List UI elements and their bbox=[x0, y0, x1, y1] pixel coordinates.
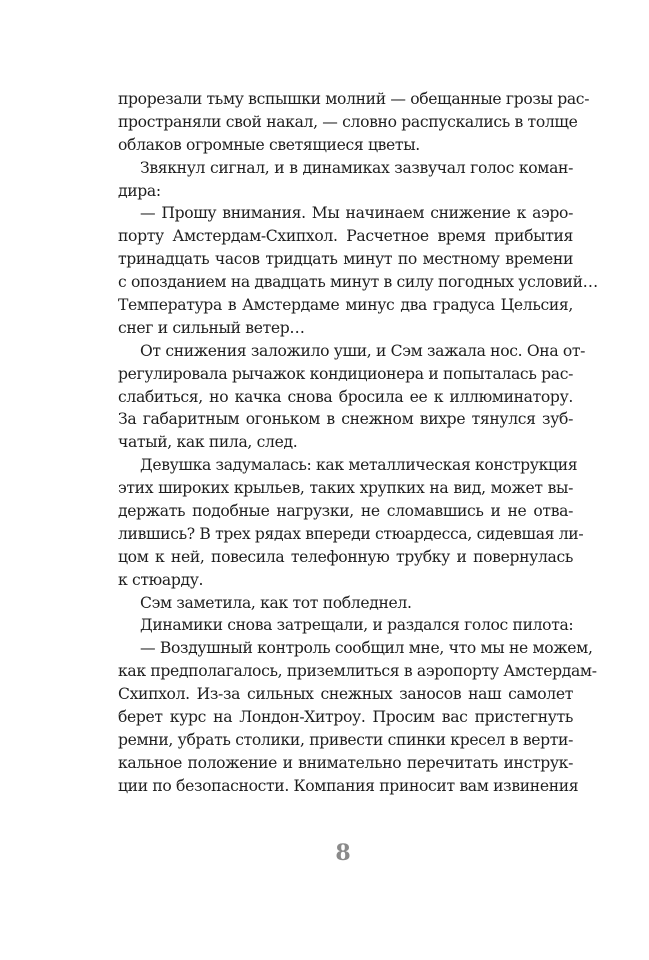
text-line: дира: bbox=[118, 181, 161, 200]
text-line: с опозданием на двадцать минут в силу погодных условий… bbox=[118, 273, 598, 292]
text-line: слабиться, но качка снова бросила ее к иллюминатору. bbox=[118, 387, 573, 406]
text-line: этих широких крыльев, таких хрупких на вид, может вы- bbox=[118, 479, 573, 498]
text-line: чатый, как пила, след. bbox=[118, 433, 298, 452]
text-line: пространяли свой накал, — словно распускались в толще bbox=[118, 112, 578, 131]
text-line: тринадцать часов тридцать минут по местному времени bbox=[118, 250, 573, 269]
text-line: Динамики снова затрещали, и раздался голос пилота: bbox=[140, 616, 574, 635]
text-line: держать подобные нагрузки, не сломавшись и не отва- bbox=[118, 502, 573, 521]
text-line: ремни, убрать столики, привести спинки кресел в верти- bbox=[118, 730, 573, 749]
text-line: лившись? В трех рядах впереди стюардесса, сидевшая ли- bbox=[118, 524, 584, 543]
text-line: Девушка задумалась: как металлическая конструкция bbox=[140, 456, 578, 475]
text-line: Температура в Амстердаме минус два градуса Цельсия, bbox=[118, 296, 573, 315]
text-line: Звякнул сигнал, и в динамиках зазвучал голос коман- bbox=[140, 158, 573, 177]
text-line: — Воздушный контроль сообщил мне, что мы не можем, bbox=[140, 639, 593, 658]
text-line: Схипхол. Из-за сильных снежных заносов наш самолет bbox=[118, 685, 573, 704]
page-number: 8 bbox=[335, 840, 351, 866]
text-line: прорезали тьму вспышки молний — обещанные грозы рас- bbox=[118, 90, 590, 108]
text-line: порту Амстердам-Схипхол. Расчетное время прибытия bbox=[118, 227, 573, 246]
text-line: берет курс на Лондон-Хитроу. Просим вас пристегнуть bbox=[118, 708, 573, 727]
body-text bbox=[118, 88, 598, 798]
text-line: облаков огромные светящиеся цветы. bbox=[118, 135, 420, 154]
text-line: — Прошу внимания. Мы начинаем снижение к аэро- bbox=[140, 204, 573, 223]
text-line: регулировала рычажок кондиционера и попыталась рас- bbox=[118, 364, 573, 383]
text-line: кальное положение и внимательно перечитать инструк- bbox=[118, 753, 573, 772]
text-line: От снижения заложило уши, и Сэм зажала нос. Она от- bbox=[140, 341, 586, 360]
text-line: Сэм заметила, как тот побледнел. bbox=[140, 593, 412, 612]
text-line: снег и сильный ветер… bbox=[118, 318, 305, 337]
text-line: ции по безопасности. Компания приносит вам извинения bbox=[118, 776, 579, 795]
text-line: к стюарду. bbox=[118, 570, 204, 589]
text-line: цом к ней, повесила телефонную трубку и повернулась bbox=[118, 547, 573, 566]
text-line: как предполагалось, приземлиться в аэропорту Амстердам- bbox=[118, 662, 597, 681]
text-line: За габаритным огоньком в снежном вихре тянулся зуб- bbox=[118, 410, 573, 429]
